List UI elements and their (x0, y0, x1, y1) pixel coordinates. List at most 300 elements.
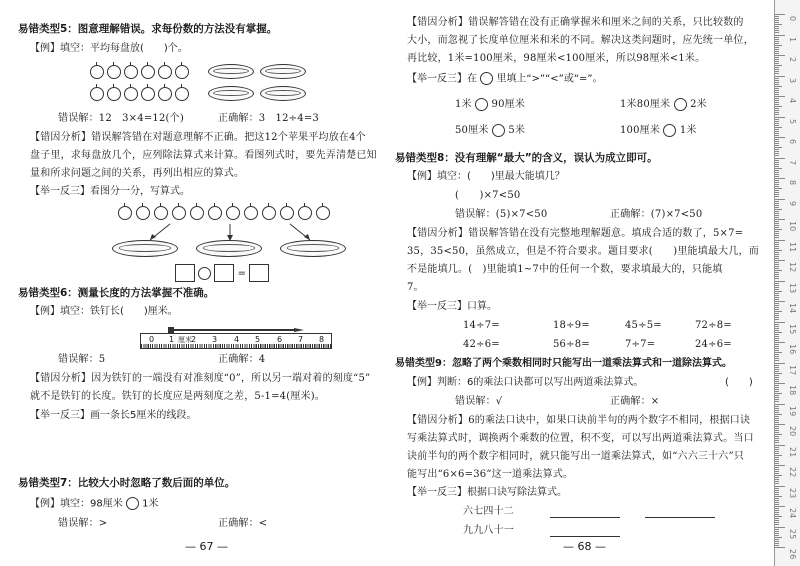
ruler-minor-tick (775, 254, 779, 255)
ruler-minor-tick (775, 291, 782, 292)
ruler-minor-tick (775, 151, 779, 152)
calc-1-3: 45÷5= (625, 320, 662, 331)
ruler-minor-tick (775, 297, 779, 298)
ruler-minor-tick (775, 356, 779, 357)
ruler-major-tick (775, 96, 785, 97)
ruler-minor-tick (775, 229, 782, 230)
ruler-number: 16 (788, 344, 797, 355)
ruler-major-tick (775, 301, 785, 302)
compare-3-circle[interactable] (492, 124, 505, 137)
ruler-minor-tick (775, 131, 779, 132)
ruler-minor-tick (775, 180, 779, 181)
ruler-number: 20 (788, 426, 797, 437)
ruler-minor-tick (775, 305, 779, 306)
compare-3-left: 50厘米 (455, 125, 489, 136)
analysis-8-l1: 【错因分析】错误解答错在没有完整地理解题意。填成合适的数了，5×7= (407, 228, 744, 239)
analysis-8-l3: 不是能填几。( )里能填1~7中的任何一个数，要求填最大的，只能填 (407, 264, 723, 275)
ruler-major-tick (775, 55, 785, 56)
ruler-minor-tick (775, 69, 779, 70)
ruler-minor-tick (775, 205, 779, 206)
ruler-number: 2 (788, 57, 797, 63)
ruler-minor-tick (775, 278, 779, 279)
ruler-minor-tick (775, 520, 779, 521)
ruler-minor-tick (775, 483, 779, 484)
compare-1-left: 1米 (455, 99, 472, 110)
example-7-left: 【例】填空：98厘米 (30, 498, 123, 510)
analysis-6-l2: 就不是铁钉的长度。铁钉的长度应是两刻度之差，5-1=4(厘米)。 (30, 391, 326, 402)
practice-7-suffix: 里填上“>”“<”或“=”。 (496, 73, 603, 85)
ruler-minor-tick (775, 110, 779, 111)
ruler-minor-tick (775, 289, 779, 290)
measuring-ruler (140, 333, 332, 349)
ruler-minor-tick (775, 332, 782, 333)
ruler-minor-tick (775, 408, 779, 409)
ruler-minor-tick (775, 65, 782, 66)
compare-3-right: 5米 (508, 125, 526, 136)
ruler-minor-tick (775, 369, 779, 370)
ruler-minor-tick (775, 365, 779, 366)
answer-line-1b[interactable] (645, 517, 715, 518)
compare-2-right: 2米 (690, 99, 707, 110)
ruler-minor-tick (775, 459, 779, 460)
ruler-label-1: 1 (169, 335, 175, 344)
wrong-answer-7: 错误解：> (58, 518, 108, 529)
ruler-major-tick (775, 383, 785, 384)
apple-grid (90, 62, 200, 102)
ruler-label-8: 8 (319, 335, 325, 344)
ruler-minor-tick (775, 63, 779, 64)
ruler-minor-tick (775, 285, 779, 286)
ruler-minor-tick (775, 348, 779, 349)
ruler-minor-tick (775, 215, 779, 216)
example-7 (30, 497, 158, 512)
ruler-minor-tick (775, 420, 779, 421)
ruler-minor-tick (775, 326, 779, 327)
quotient-box[interactable] (249, 264, 269, 282)
ruler-major-tick (775, 506, 785, 507)
compare-1-circle[interactable] (475, 98, 488, 111)
ruler-minor-tick (775, 293, 779, 294)
wrong-answer-9: 错误解：√ (455, 396, 503, 407)
ruler-minor-tick (775, 168, 782, 169)
ruler-minor-tick (775, 186, 779, 187)
ruler-number: 13 (788, 282, 797, 293)
ruler-minor-tick (775, 119, 779, 120)
ruler-minor-tick (775, 467, 779, 468)
ruler-number: 22 (788, 467, 797, 478)
ruler-minor-tick (775, 209, 782, 210)
ruler-number: 8 (788, 180, 797, 186)
ruler-minor-tick (775, 268, 779, 269)
ruler-minor-tick (775, 28, 779, 29)
ruler-major-tick (775, 527, 785, 528)
ruler-number: 17 (788, 364, 797, 375)
calc-2-4: 24÷6= (695, 339, 732, 350)
compare-4-circle[interactable] (663, 124, 676, 137)
ruler-minor-tick (775, 125, 779, 126)
ruler-minor-tick (775, 256, 779, 257)
ruler-minor-tick (775, 188, 782, 189)
ruler-minor-tick (775, 84, 779, 85)
ruler-minor-tick (775, 344, 779, 345)
ruler-minor-tick (775, 524, 779, 525)
analysis-9-l2: 写乘法算式时，调换两个乘数的位置，积不变，可以写出两道乘法算式。当口 (407, 433, 754, 444)
ruler-minor-tick (775, 143, 779, 144)
practice-8: 【举一反三】口算。 (407, 301, 497, 312)
ruler-minor-tick (775, 518, 779, 519)
ruler-number: 26 (788, 549, 797, 560)
error-type-8-title: 易错类型8：没有理解“最大”的含义，误认为成立即可。 (395, 152, 658, 164)
ruler-minor-tick (775, 106, 782, 107)
wrong-answer-6: 错误解：5 (58, 354, 106, 365)
ruler-major-tick (775, 35, 785, 36)
ruler-minor-tick (775, 360, 779, 361)
ruler-minor-tick (775, 39, 779, 40)
practice-circle-sample (480, 72, 493, 85)
ruler-minor-tick (775, 155, 779, 156)
ruler-minor-tick (775, 426, 779, 427)
ruler-minor-tick (775, 287, 779, 288)
ruler-major-tick (775, 322, 785, 323)
ruler-minor-tick (775, 184, 779, 185)
ruler-minor-tick (775, 264, 779, 265)
ruler-minor-tick (775, 315, 779, 316)
compare-2-circle[interactable] (674, 98, 687, 111)
ruler-minor-tick (775, 32, 779, 33)
ruler-minor-tick (775, 488, 779, 489)
ruler-major-tick (775, 445, 785, 446)
ruler-minor-tick (775, 233, 779, 234)
ruler-number: 18 (788, 385, 797, 396)
ruler-major-tick (775, 363, 785, 364)
ruler-minor-tick (775, 203, 779, 204)
ruler-minor-tick (775, 447, 779, 448)
compare-circle[interactable] (126, 497, 139, 510)
ruler-minor-tick (775, 94, 779, 95)
ruler-minor-tick (775, 86, 782, 87)
ruler-minor-tick (775, 449, 779, 450)
ruler-minor-tick (775, 531, 779, 532)
ruler-minor-tick (775, 162, 779, 163)
ruler-minor-tick (775, 492, 779, 493)
ruler-minor-tick (775, 43, 779, 44)
ruler-minor-tick (775, 387, 779, 388)
practice-6: 【举一反三】画一条长5厘米的线段。 (30, 410, 197, 421)
ruler-minor-tick (775, 533, 779, 534)
ruler-number: 15 (788, 323, 797, 334)
ruler-minor-tick (775, 324, 779, 325)
ruler-minor-tick (775, 496, 782, 497)
ruler-minor-tick (775, 414, 782, 415)
ruler-minor-tick (775, 153, 779, 154)
ruler-minor-tick (775, 434, 782, 435)
ruler-minor-tick (775, 147, 782, 148)
right-answer-5: 正确解：3 12÷4=3 (218, 113, 319, 124)
compare-item-3 (455, 124, 525, 138)
ruler-minor-tick (775, 92, 779, 93)
analysis-7-l3: 再比较，1米=100厘米，98厘米<100厘米，所以98厘米<1米。 (407, 53, 706, 64)
ruler-number: 19 (788, 405, 797, 416)
ruler-minor-tick (775, 373, 782, 374)
ruler-minor-tick (775, 182, 779, 183)
ruler-minor-tick (775, 102, 779, 103)
ruler-minor-tick (775, 367, 779, 368)
example-9: 【例】判断：6的乘法口诀都可以写出两道乘法算式。 (407, 377, 644, 388)
ruler-minor-tick (775, 160, 779, 161)
plates-image (208, 64, 318, 104)
ruler-minor-tick (775, 330, 779, 331)
ruler-minor-tick (775, 248, 779, 249)
compare-4-left: 100厘米 (620, 125, 661, 136)
ruler-minor-tick (775, 47, 779, 48)
ruler-minor-tick (775, 73, 779, 74)
judge-paren[interactable]: ( ) (725, 377, 753, 388)
ruler-minor-tick (775, 477, 779, 478)
right-answer-9: 正确解：× (610, 396, 660, 407)
ruler-minor-tick (775, 207, 779, 208)
ruler-major-tick (775, 281, 785, 282)
ruler-minor-tick (775, 537, 782, 538)
ruler-minor-tick (775, 375, 779, 376)
ruler-number: 9 (788, 200, 797, 206)
ruler-minor-tick (775, 541, 779, 542)
side-ruler (774, 0, 800, 566)
ruler-minor-tick (775, 225, 779, 226)
ruler-minor-tick (775, 98, 779, 99)
analysis-5-l2: 盘子里，求每盘放几个，应列除法算式来计算。看图列式时，要先弄清楚已知 (30, 150, 377, 161)
ruler-minor-tick (775, 211, 779, 212)
ruler-minor-tick (775, 328, 779, 329)
ruler-major-tick (775, 199, 785, 200)
answer-line-1a[interactable] (550, 517, 620, 518)
ruler-minor-tick (775, 114, 779, 115)
ruler-minor-tick (775, 244, 779, 245)
ruler-minor-tick (775, 272, 779, 273)
ruler-minor-tick (775, 295, 779, 296)
example-8: 【例】填空：( )里最大能填几？ (407, 171, 565, 182)
ruler-minor-tick (775, 139, 779, 140)
operator-circle[interactable] (198, 267, 211, 280)
ruler-minor-tick (775, 416, 779, 417)
ruler-label-3: 3 (212, 335, 218, 344)
ruler-number: 0 (788, 16, 797, 22)
ruler-minor-tick (775, 471, 779, 472)
example-6: 【例】填空：铁钉长( )厘米。 (30, 306, 178, 317)
ruler-minor-tick (775, 80, 779, 81)
ruler-minor-tick (775, 170, 779, 171)
ruler-minor-tick (775, 192, 779, 193)
compare-4-right: 1米 (679, 125, 697, 136)
ruler-number: 1 (788, 36, 797, 42)
ruler-minor-tick (775, 104, 779, 105)
ruler-minor-tick (775, 237, 779, 238)
ruler-minor-tick (775, 512, 779, 513)
ruler-minor-tick (775, 217, 779, 218)
ruler-major-tick (775, 158, 785, 159)
ruler-minor-tick (775, 276, 779, 277)
rhyme-2: 九九八十一 (463, 525, 514, 536)
ruler-minor-tick (775, 303, 779, 304)
ruler-number: 14 (788, 303, 797, 314)
ruler-minor-tick (775, 453, 779, 454)
ruler-minor-tick (775, 406, 779, 407)
left-page (0, 0, 392, 566)
analysis-9-l1: 【错因分析】6的乘法口诀中，如果口诀前半句的两个数字不相同，根据口诀 (407, 415, 751, 426)
ruler-major-tick (775, 219, 785, 220)
dividend-box[interactable] (175, 264, 195, 282)
ruler-minor-tick (775, 194, 779, 195)
ruler-minor-tick (775, 336, 779, 337)
ruler-minor-tick (775, 22, 779, 23)
ruler-minor-tick (775, 71, 779, 72)
ruler-minor-tick (775, 190, 779, 191)
ruler-minor-tick (775, 354, 779, 355)
ruler-minor-tick (775, 100, 779, 101)
example-5: 【例】填空：平均每盘放( )个。 (30, 43, 188, 54)
ruler-label-5: 5 (255, 335, 261, 344)
ruler-minor-tick (775, 235, 779, 236)
divisor-box[interactable] (214, 264, 234, 282)
right-answer-6: 正确解：4 (218, 354, 266, 365)
ruler-number: 12 (788, 262, 797, 273)
ruler-minor-tick (775, 51, 779, 52)
ruler-minor-tick (775, 543, 779, 544)
ruler-major-tick (775, 117, 785, 118)
ruler-minor-tick (775, 401, 779, 402)
ruler-minor-tick (775, 20, 779, 21)
ruler-minor-tick (775, 231, 779, 232)
ruler-minor-tick (775, 391, 779, 392)
ruler-minor-tick (775, 61, 779, 62)
ruler-minor-tick (775, 127, 782, 128)
ruler-minor-tick (775, 262, 779, 263)
example-7-right: 1米 (142, 498, 159, 510)
ruler-minor-tick (775, 481, 779, 482)
analysis-5-l1: 【错因分析】错误解答错在对题意理解不正确。把这12个苹果平均放在4个 (30, 132, 366, 143)
ruler-minor-tick (775, 57, 779, 58)
example-8-expr: ( )×7<50 (455, 190, 521, 201)
ruler-minor-tick (775, 473, 779, 474)
ruler-label-2: 2 (191, 335, 197, 344)
ruler-minor-tick (775, 164, 779, 165)
ruler-minor-tick (775, 201, 779, 202)
ruler-minor-tick (775, 498, 779, 499)
ruler-minor-tick (775, 352, 782, 353)
calc-2-1: 42÷6= (463, 339, 500, 350)
ruler-minor-tick (775, 112, 779, 113)
ruler-minor-tick (775, 430, 779, 431)
ruler-label-6: 6 (277, 335, 283, 344)
ruler-number: 6 (788, 139, 797, 145)
ruler-minor-tick (775, 18, 779, 19)
analysis-9-l4: 能写出“6×6=36”这一道乘法算式。 (407, 469, 574, 480)
ruler-minor-tick (775, 510, 779, 511)
ruler-minor-tick (775, 393, 782, 394)
ruler-minor-tick (775, 176, 779, 177)
ruler-minor-tick (775, 350, 779, 351)
ruler-major-tick (775, 137, 785, 138)
analysis-8-l2: 35，35<50，虽然成立，但是不符合要求。题目要求( )里能填最大几，而 (407, 246, 759, 257)
compare-item-1 (455, 98, 525, 112)
ruler-minor-tick (775, 319, 779, 320)
ruler-minor-tick (775, 338, 779, 339)
ruler-minor-tick (775, 45, 782, 46)
ruler-minor-tick (775, 535, 779, 536)
plate-row (112, 240, 352, 258)
ruler-minor-tick (775, 309, 779, 310)
ruler-minor-tick (775, 397, 779, 398)
calc-1-2: 18÷9= (553, 320, 590, 331)
ruler-minor-tick (775, 479, 779, 480)
error-type-5-title: 易错类型5：图意理解错误。求每份数的方法没有掌握。 (18, 23, 278, 35)
analysis-7-l1: 【错因分析】错误解答错在没有正确掌握米和厘米之间的关系，只比较数的 (407, 17, 744, 28)
ruler-number: 24 (788, 508, 797, 519)
compare-item-4 (620, 124, 697, 138)
ruler-minor-tick (775, 500, 779, 501)
ruler-minor-tick (775, 457, 779, 458)
ruler-minor-tick (775, 504, 779, 505)
answer-line-2a[interactable] (550, 536, 620, 537)
ruler-number: 10 (788, 221, 797, 232)
ruler-minor-tick (775, 418, 779, 419)
ruler-minor-tick (775, 442, 779, 443)
analysis-7-l2: 大小，而忽视了长度单位厘米和米的不同。解决这类问题时，应先统一单位， (407, 35, 754, 46)
ruler-number: 23 (788, 487, 797, 498)
ruler-major-tick (775, 178, 785, 179)
ruler-minor-tick (775, 221, 779, 222)
rhyme-1: 六七四十二 (463, 506, 514, 517)
page-number-68: — 68 — (563, 540, 606, 553)
calc-1-4: 72÷8= (695, 320, 732, 331)
calc-2-2: 56÷8= (553, 339, 590, 350)
ruler-minor-tick (775, 24, 782, 25)
ruler-minor-tick (775, 26, 779, 27)
ruler-label-0: 0 (149, 335, 155, 344)
practice-5: 【举一反三】看图分一分，写算式。 (30, 186, 190, 197)
ruler-minor-tick (775, 385, 779, 386)
ruler-minor-tick (775, 334, 779, 335)
ruler-major-tick (775, 486, 785, 487)
ruler-label-4: 4 (234, 335, 240, 344)
ruler-minor-tick (775, 539, 779, 540)
compare-1-right: 90厘米 (491, 99, 526, 110)
right-page (395, 0, 770, 566)
ruler-minor-tick (775, 252, 779, 253)
ruler-minor-tick (775, 438, 779, 439)
ruler-minor-tick (775, 213, 779, 214)
ruler-minor-tick (775, 270, 782, 271)
error-type-7-title: 易错类型7：比较大小时忽略了数后面的单位。 (18, 477, 236, 489)
ruler-major-tick (775, 76, 785, 77)
ruler-minor-tick (775, 266, 779, 267)
ruler-minor-tick (775, 410, 779, 411)
ruler-minor-tick (775, 88, 779, 89)
ruler-minor-tick (775, 307, 779, 308)
ruler-minor-tick (775, 196, 779, 197)
ruler-minor-tick (775, 258, 779, 259)
ruler-minor-tick (775, 379, 779, 380)
ruler-number: 5 (788, 118, 797, 124)
ruler-minor-tick (775, 381, 779, 382)
right-answer-7: 正确解：< (218, 518, 268, 529)
wrong-answer-8: 错误解：(5)×7<50 (455, 209, 548, 220)
ruler-minor-tick (775, 432, 779, 433)
ruler-number: 21 (788, 446, 797, 457)
analysis-6-l1: 【错因分析】因为铁钉的一端没有对准刻度“0”，所以另一端对着的刻度“5” (30, 373, 371, 384)
ruler-minor-tick (775, 16, 779, 17)
ruler-minor-tick (775, 422, 779, 423)
ruler-minor-tick (775, 346, 779, 347)
